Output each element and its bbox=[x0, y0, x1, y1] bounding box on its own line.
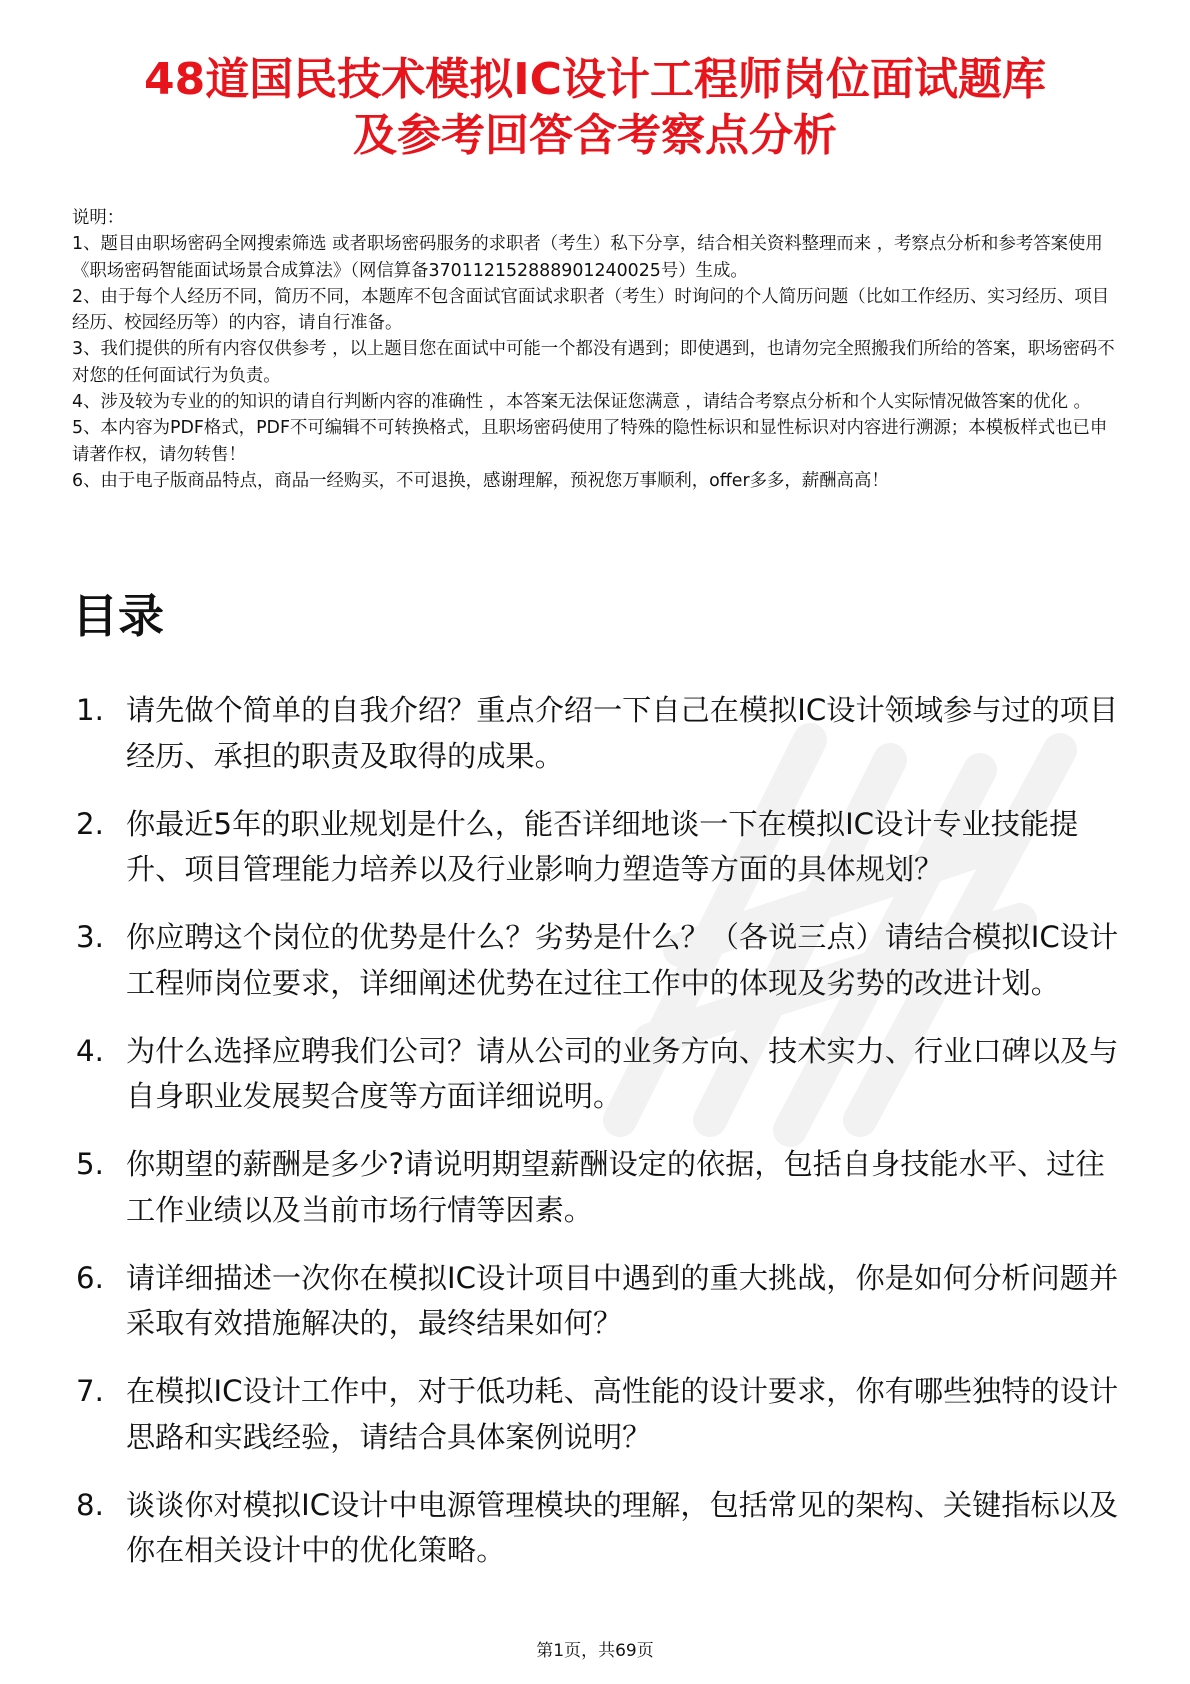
note-item: 2、由于每个人经历不同，简历不同，本题库不包含面试官面试求职者（考生）时询问的个人简历问题（比如工作经历、实习经历、项目经历、校园经历等）的内容，请自行准备。 bbox=[72, 286, 1110, 334]
toc-item-number: 6. bbox=[76, 1260, 104, 1295]
title-line-2: 及参考回答含考察点分析 bbox=[353, 110, 837, 161]
toc-item[interactable] bbox=[72, 1029, 1132, 1120]
toc-item-number: 7. bbox=[76, 1374, 104, 1408]
note-item: 6、由于电子版商品特点，商品一经购买，不可退换，感谢理解，预祝您万事顺利，offer多多，薪酬高高！ bbox=[72, 470, 889, 491]
toc-item-number: 8. bbox=[76, 1487, 104, 1522]
toc-item-text: 你最近5年的职业规划是什么，能否详细地谈一下在模拟IC设计专业技能提升、项目管理能力培养以及行业影响力塑造等方面的具体规划？ bbox=[126, 806, 1079, 886]
note-item: 1、题目由职场密码全网搜索筛选 或者职场密码服务的求职者（考生）私下分享，结合相关资料整理而来 ，考察点分析和参考答案使用《职场密码智能面试场景合成算法》（网信算备370112152888901240025号）生成。 bbox=[72, 234, 1103, 281]
notes-section bbox=[72, 205, 1122, 494]
toc-item-number: 5. bbox=[76, 1147, 104, 1181]
toc-item-text: 为什么选择应聘我们公司？请从公司的业务方向、技术实力、行业口碑以及与自身职业发展契合度等方面详细说明。 bbox=[126, 1033, 1119, 1113]
toc-item[interactable] bbox=[72, 1483, 1132, 1574]
toc-item[interactable] bbox=[72, 1369, 1132, 1460]
toc-item-text: 请详细描述一次你在模拟IC设计项目中遇到的重大挑战，你是如何分析问题并采取有效措施解决的，最终结果如何？ bbox=[126, 1260, 1119, 1340]
toc-item-number: 1. bbox=[76, 693, 104, 727]
toc-item-text: 你期望的薪酬是多少?请说明期望薪酬设定的依据，包括自身技能水平、过往工作业绩以及当前市场行情等因素。 bbox=[126, 1147, 1105, 1227]
note-item: 3、我们提供的所有内容仅供参考 ，以上题目您在面试中可能一个都没有遇到；即使遇到，也请勿完全照搬我们所给的答案，职场密码不对您的任何面试行为负责。 bbox=[72, 339, 1115, 386]
toc-item-text: 在模拟IC设计工作中，对于低功耗、高性能的设计要求，你有哪些独特的设计思路和实践经验，请结合具体案例说明？ bbox=[126, 1374, 1119, 1454]
page-footer: 第1页，共69页 bbox=[536, 1641, 654, 1661]
toc-item-number: 3. bbox=[76, 920, 104, 954]
document-title bbox=[70, 52, 1120, 164]
toc-item-number: 4. bbox=[76, 1033, 104, 1068]
toc-item[interactable] bbox=[72, 1256, 1132, 1347]
toc-item-text: 你应聘这个岗位的优势是什么？劣势是什么？（各说三点）请结合模拟IC设计工程师岗位要求，详细阐述优势在过往工作中的体现及劣势的改进计划。 bbox=[126, 920, 1119, 1000]
toc-list bbox=[72, 688, 1132, 1596]
toc-item-text: 请先做个简单的自我介绍？重点介绍一下自己在模拟IC设计领域参与过的项目经历、承担的职责及取得的成果。 bbox=[126, 693, 1119, 773]
notes-heading: 说明： bbox=[72, 208, 125, 228]
toc-item-number: 2. bbox=[76, 806, 104, 841]
note-item: 5、本内容为PDF格式，PDF不可编辑不可转换格式，且职场密码使用了特殊的隐性标识和显性标识对内容进行溯源；本模板样式也已申请著作权，请勿转售！ bbox=[72, 418, 1108, 465]
title-line-1: 48道国民技术模拟IC设计工程师岗位面试题库 bbox=[144, 54, 1046, 105]
toc-item-text: 谈谈你对模拟IC设计中电源管理模块的理解，包括常见的架构、关键指标以及你在相关设计中的优化策略。 bbox=[126, 1487, 1119, 1567]
toc-heading: 目录 bbox=[72, 589, 164, 643]
toc-item[interactable] bbox=[72, 915, 1132, 1006]
toc-item[interactable] bbox=[72, 802, 1132, 893]
note-item: 4、涉及较为专业的的知识的请自行判断内容的准确性 ，本答案无法保证您满意 ，请结合考察点分析和个人实际情况做答案的优化 。 bbox=[72, 392, 1091, 413]
toc-item[interactable] bbox=[72, 1142, 1132, 1233]
toc-item[interactable] bbox=[72, 688, 1132, 779]
